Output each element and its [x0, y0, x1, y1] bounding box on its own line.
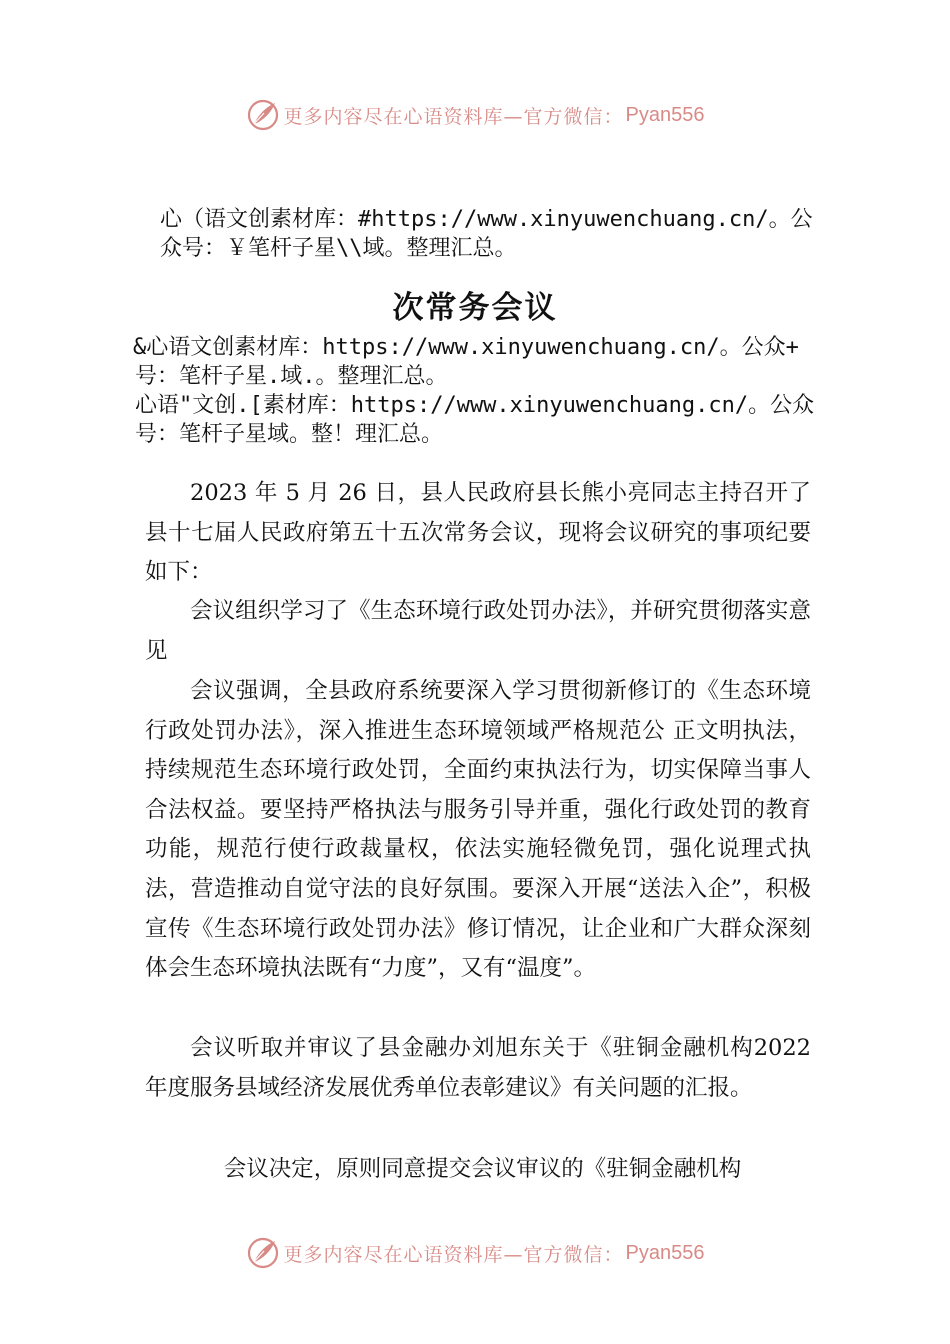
notice-line-1: &心语文创素材库：https://www.xinyuwenchuang.cn/。公众+: [133, 335, 799, 360]
header-line-2: 众号：￥笔杆子星\\域。整理汇总。: [160, 236, 517, 261]
watermark-wechat-id: Pyan556: [625, 103, 705, 126]
notice-line-4: 号：笔杆子星域。整！理汇总。: [135, 422, 444, 447]
feather-pen-logo-icon: [246, 98, 280, 132]
body-paragraph-intro: 2023 年 5 月 26 日，县人民政府县长熊小亮同志主持召开了县十七届人民政府第五十五次常务会议，现将会议研究的事项纪要如下：: [145, 480, 811, 586]
watermark-banner-top: [0, 95, 950, 135]
notice-line-3: 心语"文创.[素材库：https://www.xinyuwenchuang.cn/。公众: [135, 393, 815, 418]
body-paragraph-study: 会议组织学习了《生态环境行政处罚办法》，并研究贯彻落实意见: [145, 598, 811, 664]
body-paragraph-emphasis: 会议强调，全县政府系统要深入学习贯彻新修订的《生态环境行政处罚办法》，深入推进生态环境领域严格规范公 正文明执法，持续规范生态环境行政处罚，全面约束执法行为，切实保障当事人合法权益。要坚持严格执法与服务引导并重，强化行政处罚的教育功能，规范行使行政裁量权，依法实施轻微免罚，强化说理式执法，营造推动自觉守法的良好氛围。要深入开展“送法入企”，积极宣传《生态环境行政处罚办法》修订情况，让企业和广大群众深刻体会生态环境执法既有“力度”，又有“温度”。: [145, 678, 811, 982]
watermark-text: 更多内容尽在心语资料库—官方微信：: [283, 1243, 624, 1266]
body-paragraph-finance-report: 会议听取并审议了县金融办刘旭东关于《驻铜金融机构2022 年度服务县域经济发展优秀单位表彰建议》有关问题的汇报。: [145, 1035, 811, 1101]
watermark-text: 更多内容尽在心语资料库—官方微信：: [283, 105, 624, 128]
watermark-wechat-id: Pyan556: [625, 1241, 705, 1264]
feather-pen-logo-icon: [246, 1236, 280, 1270]
header-line-1: 心（语文创素材库：#https://www.xinyuwenchuang.cn/。公: [160, 207, 813, 232]
page-title: 次常务会议: [392, 290, 558, 326]
watermark-banner-bottom: [0, 1233, 950, 1273]
body-paragraph-decision: 会议决定，原则同意提交会议审议的《驻铜金融机构: [223, 1156, 742, 1182]
notice-line-2: 号：笔杆子星.域.。整理汇总。: [135, 364, 448, 389]
